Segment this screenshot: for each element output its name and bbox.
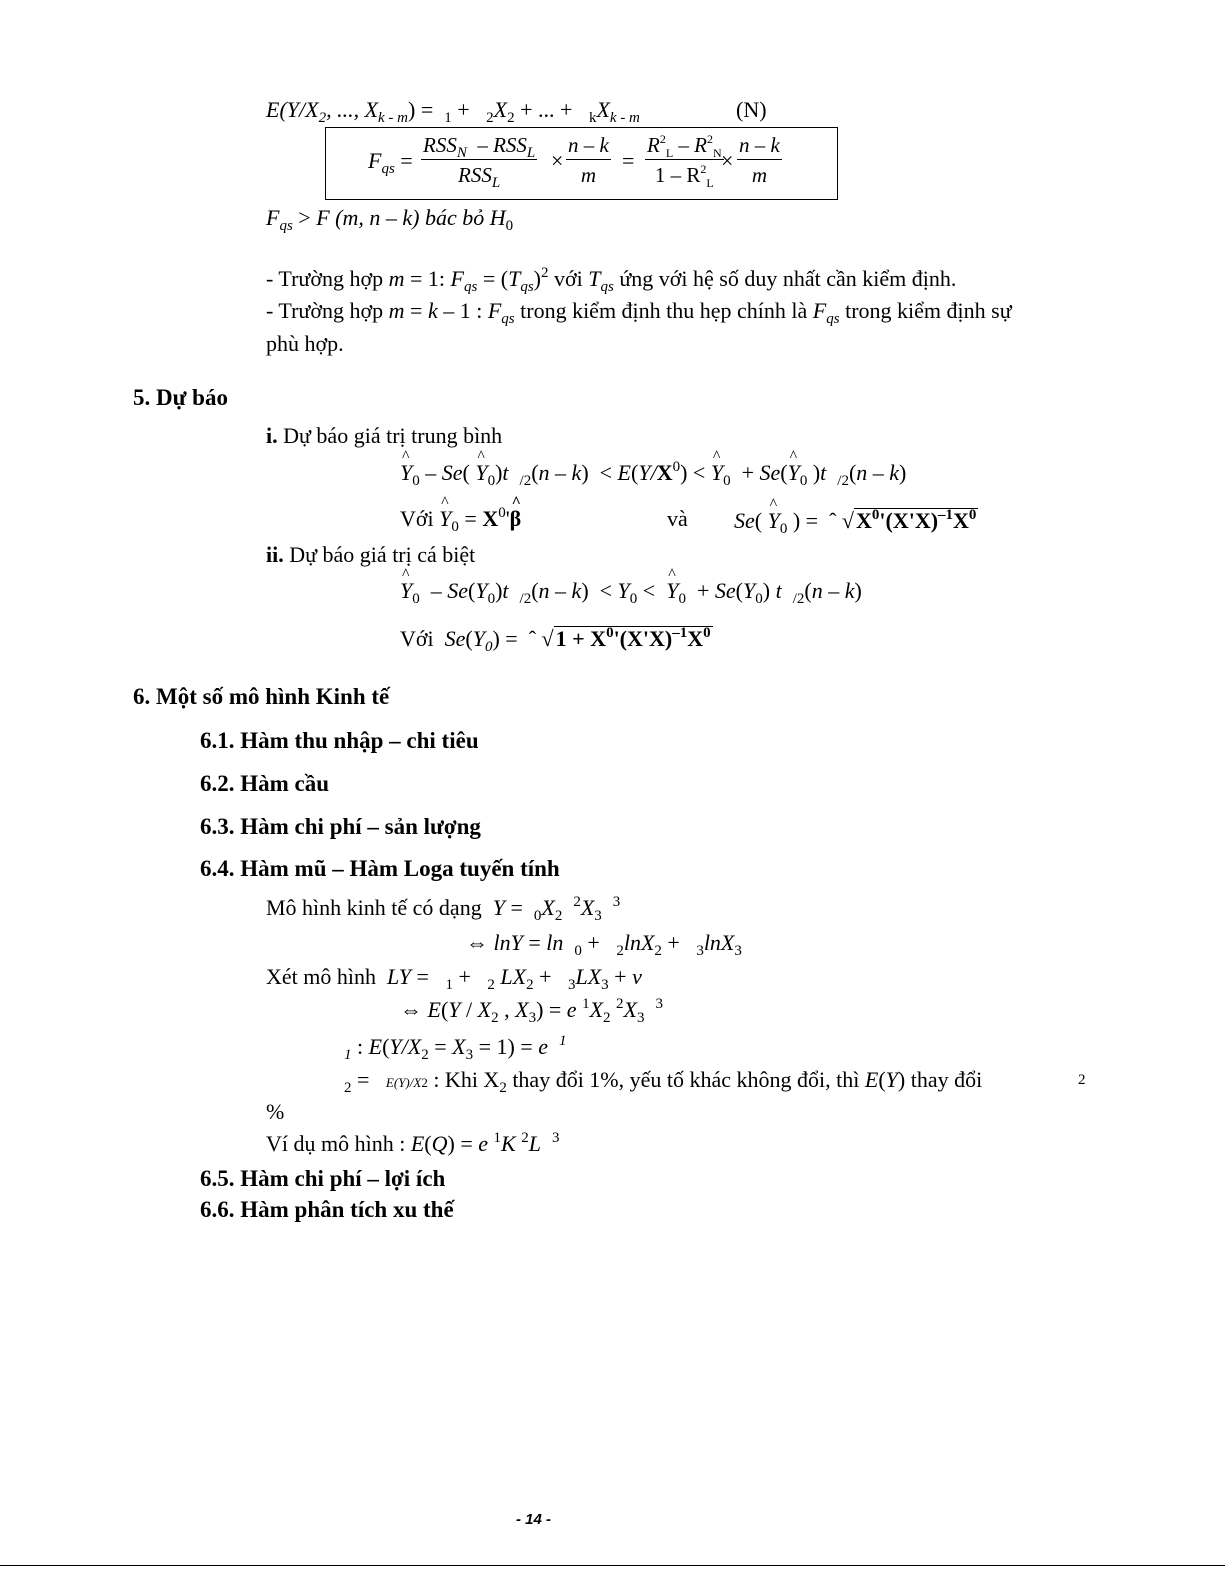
- example-model: Ví dụ mô hình : E(Q) = e $^1$K $^2$L $^3$: [266, 1130, 560, 1156]
- section-6-2: 6.2. Hàm cầu: [200, 771, 330, 796]
- times-sign-1: ×: [551, 148, 564, 173]
- equals-sign: =: [622, 148, 635, 173]
- model-n-label: (N): [736, 97, 767, 122]
- r2-fraction: $\frac{R^2_L - R^2_N}{1 - R^2_L}$: [647, 132, 722, 190]
- section-6-5: 6.5. Hàm chi phí – lợi ích: [200, 1166, 446, 1191]
- section-6-3: 6.3. Hàm chi phí – sản lượng: [200, 814, 481, 839]
- section-6-6: 6.6. Hàm phân tích xu thế: [200, 1197, 454, 1222]
- percent-sign: %: [266, 1099, 285, 1124]
- model-log-form: ⇔ lnY = ln $_0$ + $_2$lnX$_2$ + $_3$lnX$_3$: [466, 930, 742, 959]
- nk-over-m-1: $\frac{n - k}{m}$: [568, 133, 609, 187]
- model-n-lhs: E(Y/X: [266, 97, 319, 122]
- rss-fraction: $RSS_N - RSS_L$ $RSS_L$: [423, 133, 536, 191]
- section-6-heading: 6. Một số mô hình Kinh tế: [133, 684, 390, 709]
- case-m-equals-1: - Trường hợp m = 1: $F_{qs} = (T_{qs})^2$ với $T_{qs}$ ứng với hệ số duy nhất cần kiểm định.: [266, 265, 957, 295]
- section-6-4: 6.4. Hàm mũ – Hàm Loga tuyến tính: [200, 856, 560, 881]
- decision-rule: $F_{qs} > F$ (m, n – k) bác bỏ $H_0$: [266, 205, 514, 234]
- case-m-equals-k-minus-1: - Trường hợp m = k – 1 : $F_{qs}$ trong kiểm định thu hẹp chính là $F_{qs}$ trong kiểm định sự: [266, 298, 1012, 327]
- section-6-1: 6.1. Hàm thu nhập – chi tiêu: [200, 728, 479, 753]
- model-n-equation: $E(Y/X_2$, ..., $X_{k - m}) = _1 + _2X_2$ + ... + $_kX_{k - m}$: [266, 97, 640, 126]
- mean-forecast-se: Se( ^ $Y_0$ ) = ˆ $√X^0'(X'X)^{-1}X^0$: [734, 508, 978, 532]
- beta1-interpretation: $_1$ : $E(Y/X_2 = X_3 = 1) = e$ $^1$: [344, 1033, 567, 1063]
- footer-rule: [0, 1565, 1225, 1566]
- individual-forecast-title: ii. Dự báo giá trị cá biệt: [266, 542, 476, 567]
- times-sign-2: ×: [721, 148, 734, 173]
- individual-forecast-se: Với $Se(Y_0)$ = ˆ $√1 + X^0'(X'X)^{-1}X^0$: [400, 625, 711, 655]
- section-5-heading: 5. Dự báo: [133, 385, 228, 410]
- mean-forecast-title: i. Dự báo giá trị trung bình: [266, 423, 503, 448]
- beta2-subscript: 2: [1078, 1072, 1086, 1088]
- fqs-lhs: $F_{qs}$ =: [368, 148, 413, 177]
- page-number: - 14 -: [516, 1511, 552, 1528]
- beta2-interpretation: $_2$ = E(Y)/X2 : Khi $X_2$ thay đổi 1%, yếu tố khác không đổi, thì E(Y) thay đổi: [344, 1067, 983, 1096]
- and-label: và: [667, 506, 688, 531]
- nk-over-m-2: $\frac{n - k}{m}$: [739, 133, 780, 187]
- model-exp-form: ⇔ $E(Y / X_2$ , $X_3) = e$ $^1X_2$ $^2X_3$ $^3$: [400, 996, 663, 1026]
- mean-forecast-point: Với ^ $Y_0$ = $X^0'\^{}$ β: [400, 508, 521, 530]
- mean-forecast-interval: ^ $Y_0 - Se$( ^ $Y_0)t$ $_{/2}(n - k) < E(Y/X^0)$ < ^ $Y_0$ + Se(^ $Y_0$ )t $_{/2}$(n – k): [400, 462, 906, 484]
- individual-forecast-interval: ^ $Y_0 - Se(Y_0)t$ $_{/2}(n - k) < Y_0$ < ^ $Y_0 + Se(Y_0)$ t $_{/2}$(n – k): [400, 580, 862, 602]
- case-m-equals-k-minus-1-line2: phù hợp.: [266, 331, 344, 356]
- model-form-line: Mô hình kinh tế có dạng $Y = _0X_2$ $^2X_3$ $^3$: [266, 894, 621, 924]
- consider-model-line: Xét mô hình LY = $_1$ + $_2$ $LX_2 + _3LX_3 + v$: [266, 964, 642, 993]
